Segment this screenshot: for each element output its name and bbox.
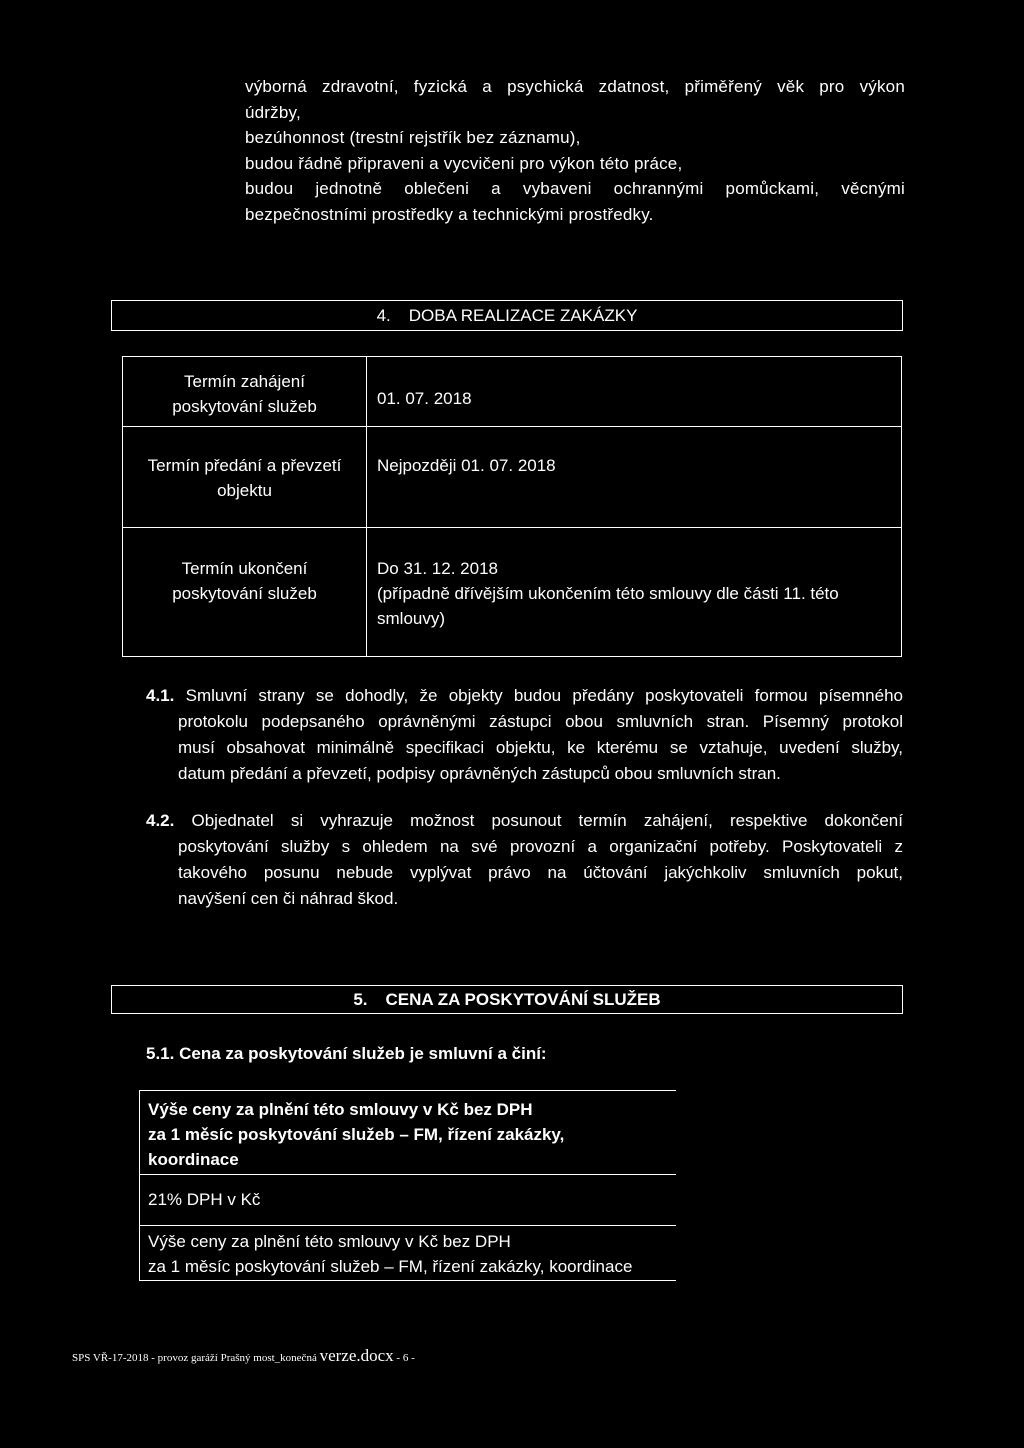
- table-row: [123, 357, 902, 427]
- section-number: 5.: [353, 990, 368, 1009]
- paragraph-number: 4.1.: [146, 686, 175, 705]
- price-table: [139, 1090, 676, 1281]
- term-label: Termín zahájení poskytování služeb: [123, 357, 367, 427]
- term-value: 01. 07. 2018: [367, 357, 902, 427]
- price-row-vat: 21% DPH v Kč: [139, 1174, 676, 1225]
- term-value: Nejpozději 01. 07. 2018: [367, 427, 902, 528]
- intro-line: budou řádně připraveni a vycvičeni pro výkon této práce,: [245, 153, 683, 173]
- page-number: - 6 -: [396, 1352, 415, 1364]
- paragraph-5-1: 5.1. Cena za poskytování služeb je smluvní a činí:: [146, 1044, 547, 1063]
- intro-line: budou jednotně oblečeni a vybaveni ochrannými pomůckami, věcnými: [245, 179, 905, 198]
- intro-text: [245, 74, 905, 227]
- intro-line: údržby,: [245, 102, 301, 122]
- term-label: Termín předání a převzetí objektu: [123, 427, 367, 528]
- paragraph-4-1: 4.1. Smluvní strany se dohodly, že objekty budou předány poskytovateli formou písemného protokolu podepsaného oprávněnými zástupci obou smluvních stran. Písemný protokol musí obsahovat minimálně specifikaci objektu, ke kterému se vztahuje, uvedení služby, datum předání a převzetí, podpisy oprávněných zástupců obou smluvních stran.: [146, 686, 903, 783]
- table-row: [123, 427, 902, 528]
- intro-line: výborná zdravotní, fyzická a psychická zdatnost, přiměřený věk pro výkon: [245, 77, 905, 96]
- intro-line: bezúhonnost (trestní rejstřík bez záznamu),: [245, 128, 581, 147]
- price-row-total: Výše ceny za plnění této smlouvy v Kč bez DPH za 1 měsíc poskytování služeb – FM, řízení zakázky, koordinace: [139, 1225, 676, 1281]
- page-footer: SPS VŘ-17-2018 - provoz garáží Prašný most_konečná verze.docx - 6 -: [72, 1346, 415, 1365]
- section-title: DOBA REALIZACE ZAKÁZKY: [408, 306, 638, 325]
- section-title: CENA ZA POSKYTOVÁNÍ SLUŽEB: [385, 990, 661, 1009]
- paragraph-number: 5.1.: [146, 1044, 175, 1063]
- section-5-heading: [111, 985, 903, 1014]
- footer-version: verze.docx: [319, 1346, 394, 1365]
- term-value: Do 31. 12. 2018 (případně dřívějším ukončením této smlouvy dle části 11. této smlouvy): [367, 528, 902, 657]
- section-4-heading: [111, 300, 903, 331]
- term-label: Termín ukončení poskytování služeb: [123, 528, 367, 657]
- table-row: [123, 528, 902, 657]
- paragraph-number: 4.2.: [146, 811, 175, 830]
- paragraph-4-2: 4.2. Objednatel si vyhrazuje možnost posunout termín zahájení, respektive dokončení poskytování služby s ohledem na své provozní a organizační potřeby. Poskytovateli z takového posunu nebude vyplývat právo na účtování jakýchkoliv smluvních pokut, navýšení cen či náhrad škod.: [146, 811, 903, 908]
- price-row-base: Výše ceny za plnění této smlouvy v Kč bez DPH za 1 měsíc poskytování služeb – FM, řízení zakázky, koordinace: [139, 1090, 676, 1174]
- terms-table: [122, 356, 902, 657]
- intro-line: bezpečnostními prostředky a technickými prostředky.: [245, 204, 654, 224]
- section-number: 4.: [376, 306, 391, 325]
